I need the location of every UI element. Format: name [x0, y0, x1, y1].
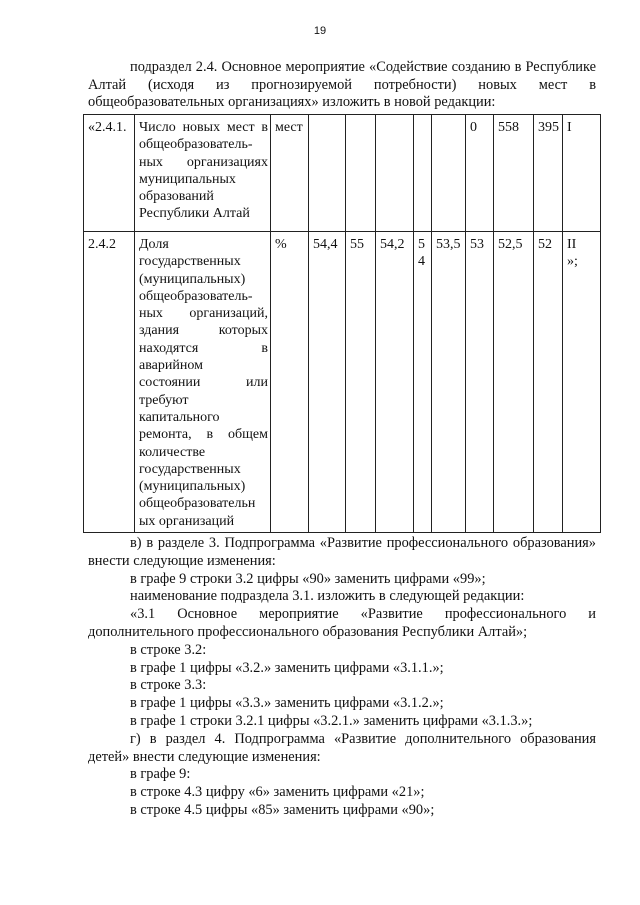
value-cell	[432, 115, 466, 232]
paragraph: в графе 9 строки 3.2 цифры «90» заменить цифрами «99»;	[130, 570, 486, 587]
value-cell: 52	[534, 232, 563, 533]
row-unit: %	[271, 232, 309, 533]
row-code: «2.4.1.	[84, 115, 135, 232]
row-tail: I	[563, 115, 601, 232]
paragraph: в графе 1 цифры «3.2.» заменить цифрами «3.1.1.»;	[130, 659, 444, 676]
indicators-table	[83, 114, 601, 533]
paragraph: «3.1 Основное мероприятие «Развитие профессионального и дополнительного профессионального образования Республики Алтай»;	[88, 606, 596, 640]
paragraph: г) в раздел 4. Подпрограмма «Развитие дополнительного образования детей» внести следующие изменения:	[88, 730, 596, 765]
value-cell: 53,5	[432, 232, 466, 533]
value-cell: 53	[466, 232, 494, 533]
table-row	[84, 115, 601, 232]
paragraph: в графе 9:	[130, 766, 191, 783]
paragraph: в строке 3.3:	[130, 677, 207, 694]
paragraph: наименование подраздела 3.1. изложить в следующей редакции:	[130, 588, 525, 605]
amendments-text	[88, 535, 596, 820]
value-cell	[414, 115, 432, 232]
intro-text: подраздел 2.4. Основное мероприятие «Содействие созданию в Республике Алтай (исходя из прогнозируемой потребности) новых мест в общеобразовательных организациях» изложить в новой редакции:	[88, 59, 596, 110]
value-cell: 52,5	[494, 232, 534, 533]
row-description: Доля государственных (муниципальных) общеобразователь- ных организаций, здания которых находятся в аварийном состоянии или требуют капитального ремонта, в общем количестве государственных (муниципальных) общеобразовательн ых организаций	[135, 232, 271, 533]
paragraph: в строке 4.3 цифру «6» заменить цифрами «21»;	[130, 784, 425, 801]
value-cell: 54,2	[376, 232, 414, 533]
paragraph: в строке 4.5 цифры «85» заменить цифрами «90»;	[130, 801, 435, 818]
row-description: Число новых мест в общеобразователь- ных организациях муниципальных образований Республики Алтай	[135, 115, 271, 232]
value-cell: 54,4	[309, 232, 346, 533]
intro-paragraph	[88, 59, 596, 112]
value-cell: 395	[534, 115, 563, 232]
paragraph: в) в разделе 3. Подпрограмма «Развитие профессионального образования» внести следующие изменения:	[88, 535, 596, 569]
value-cell: 54	[414, 232, 432, 533]
paragraph: в графе 1 цифры «3.3.» заменить цифрами «3.1.2.»;	[130, 695, 444, 712]
row-tail: II »;	[563, 232, 601, 533]
value-cell: 0	[466, 115, 494, 232]
table-row	[84, 232, 601, 533]
paragraph: в строке 3.2:	[130, 641, 207, 658]
page-number: 19	[313, 25, 327, 37]
row-code: 2.4.2	[84, 232, 135, 533]
paragraph: в графе 1 строки 3.2.1 цифры «3.2.1.» заменить цифрами «3.1.3.»;	[130, 712, 533, 729]
row-unit: мест	[271, 115, 309, 232]
value-cell: 558	[494, 115, 534, 232]
value-cell	[346, 115, 376, 232]
value-cell	[376, 115, 414, 232]
value-cell	[309, 115, 346, 232]
value-cell: 55	[346, 232, 376, 533]
